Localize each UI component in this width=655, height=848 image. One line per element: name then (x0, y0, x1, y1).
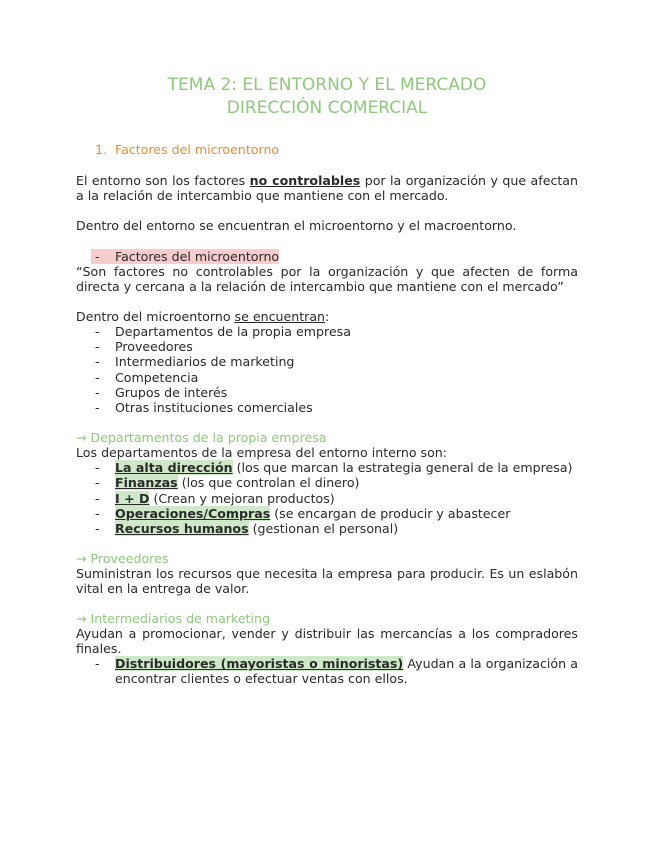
list-item-text: Competencia (115, 369, 199, 385)
intermediarios-list (76, 656, 578, 686)
list-item-text: Departamentos de la propia empresa (115, 324, 351, 339)
term-highlight: I + D (115, 490, 150, 506)
list-item: - Intermediarios de marketing (95, 354, 295, 370)
list-item-text: Intermediarios de marketing (115, 354, 295, 370)
term-description: (Crean y mejoran productos) (149, 490, 335, 506)
list-item: - Finanzas (los que controlan el dinero) (95, 475, 360, 491)
title-line-2: DIRECCIÓN COMERCIAL (226, 98, 428, 118)
intermediarios-text: Ayudan a promocionar, vender y distribuir las mercancías a los compradores finales. (76, 626, 578, 657)
list-item: - Departamentos de la propia empresa (95, 324, 351, 339)
intermediarios-heading: → Intermediarios de marketing (76, 611, 270, 627)
dash-marker: - (95, 249, 100, 264)
micro-factor-label: Factores del microentorno (115, 249, 280, 264)
micro-factor-quote: “Son factores no controlables por la organización y que afecten de forma directa y cercana a la relación de intercambio que mantiene con el mercado” (76, 264, 578, 294)
list-item-text: Proveedores (115, 339, 193, 355)
term-description: (gestionan el personal) (248, 521, 399, 537)
term-highlight: Finanzas (115, 475, 178, 491)
list-item: - Grupos de interés (95, 384, 228, 400)
list-item-text: Otras instituciones comerciales (115, 400, 313, 416)
departamentos-intro: Los departamentos de la empresa del entorno interno son: (76, 445, 448, 461)
term-highlight: Recursos humanos (115, 521, 249, 537)
term-highlight: Distribuidores (mayoristas o minoristas) (115, 656, 404, 672)
document-page (76, 74, 578, 687)
list-item: - La alta dirección (los que marcan la estrategia general de la empresa) (95, 460, 573, 476)
list-item: - Distribuidores (mayoristas o minoristas) Ayudan a la organización a encontrar clientes o efectuar ventas con ellos. (95, 656, 578, 687)
section-heading (95, 142, 578, 157)
list-item: - Operaciones/Compras (se encargan de producir y abastecer (95, 505, 511, 521)
list-item: - Proveedores (95, 339, 193, 355)
term-description: (los que marcan la estrategia general de la empresa) (232, 460, 573, 476)
intro-paragraph (76, 173, 578, 203)
micro-factor-heading (76, 249, 578, 264)
entorno-paragraph: Dentro del entorno se encuentran el microentorno y el macroentorno. (76, 218, 517, 233)
intro-text-1: El entorno son los factores (76, 173, 250, 188)
no-controlables-term: no controlables (249, 173, 361, 188)
proveedores-heading: → Proveedores (76, 551, 169, 567)
micro-list-colon: : (325, 309, 330, 324)
term-highlight: La alta dirección (115, 460, 233, 476)
intro-text-2: por la organización y que afectan a la relación de intercambio que mantiene con el mercado. (76, 173, 579, 203)
se-encuentran-term: se encuentran (234, 309, 326, 324)
section-label: Factores del microentorno (115, 142, 280, 157)
list-item: - Competencia (95, 369, 199, 385)
list-item: - Otras instituciones comerciales (95, 400, 313, 416)
list-item: - I + D (Crean y mejoran productos) (95, 490, 335, 506)
list-item-text: Grupos de interés (115, 384, 228, 400)
micro-list-intro (76, 309, 578, 324)
proveedores-text: Suministran los recursos que necesita la empresa para producir. Es un eslabón vital en la entrega de valor. (76, 566, 578, 597)
term-description: (se encargan de producir y abastecer (270, 505, 511, 521)
term-description: (los que controlan el dinero) (177, 475, 360, 491)
micro-list-intro-text: Dentro del microentorno (76, 309, 235, 324)
term-highlight: Operaciones/Compras (115, 505, 271, 521)
departamentos-list (76, 460, 578, 536)
section-number: 1. (95, 142, 108, 157)
document-title (56, 74, 598, 120)
term-description: Ayudan a la organización a encontrar clientes o efectuar ventas con ellos. (115, 656, 578, 687)
list-item: - Recursos humanos (gestionan el personal) (95, 521, 399, 537)
title-line-1: TEMA 2: EL ENTORNO Y EL MERCADO (167, 75, 487, 95)
departamentos-heading: → Departamentos de la propia empresa (76, 430, 327, 446)
micro-list (76, 324, 578, 415)
